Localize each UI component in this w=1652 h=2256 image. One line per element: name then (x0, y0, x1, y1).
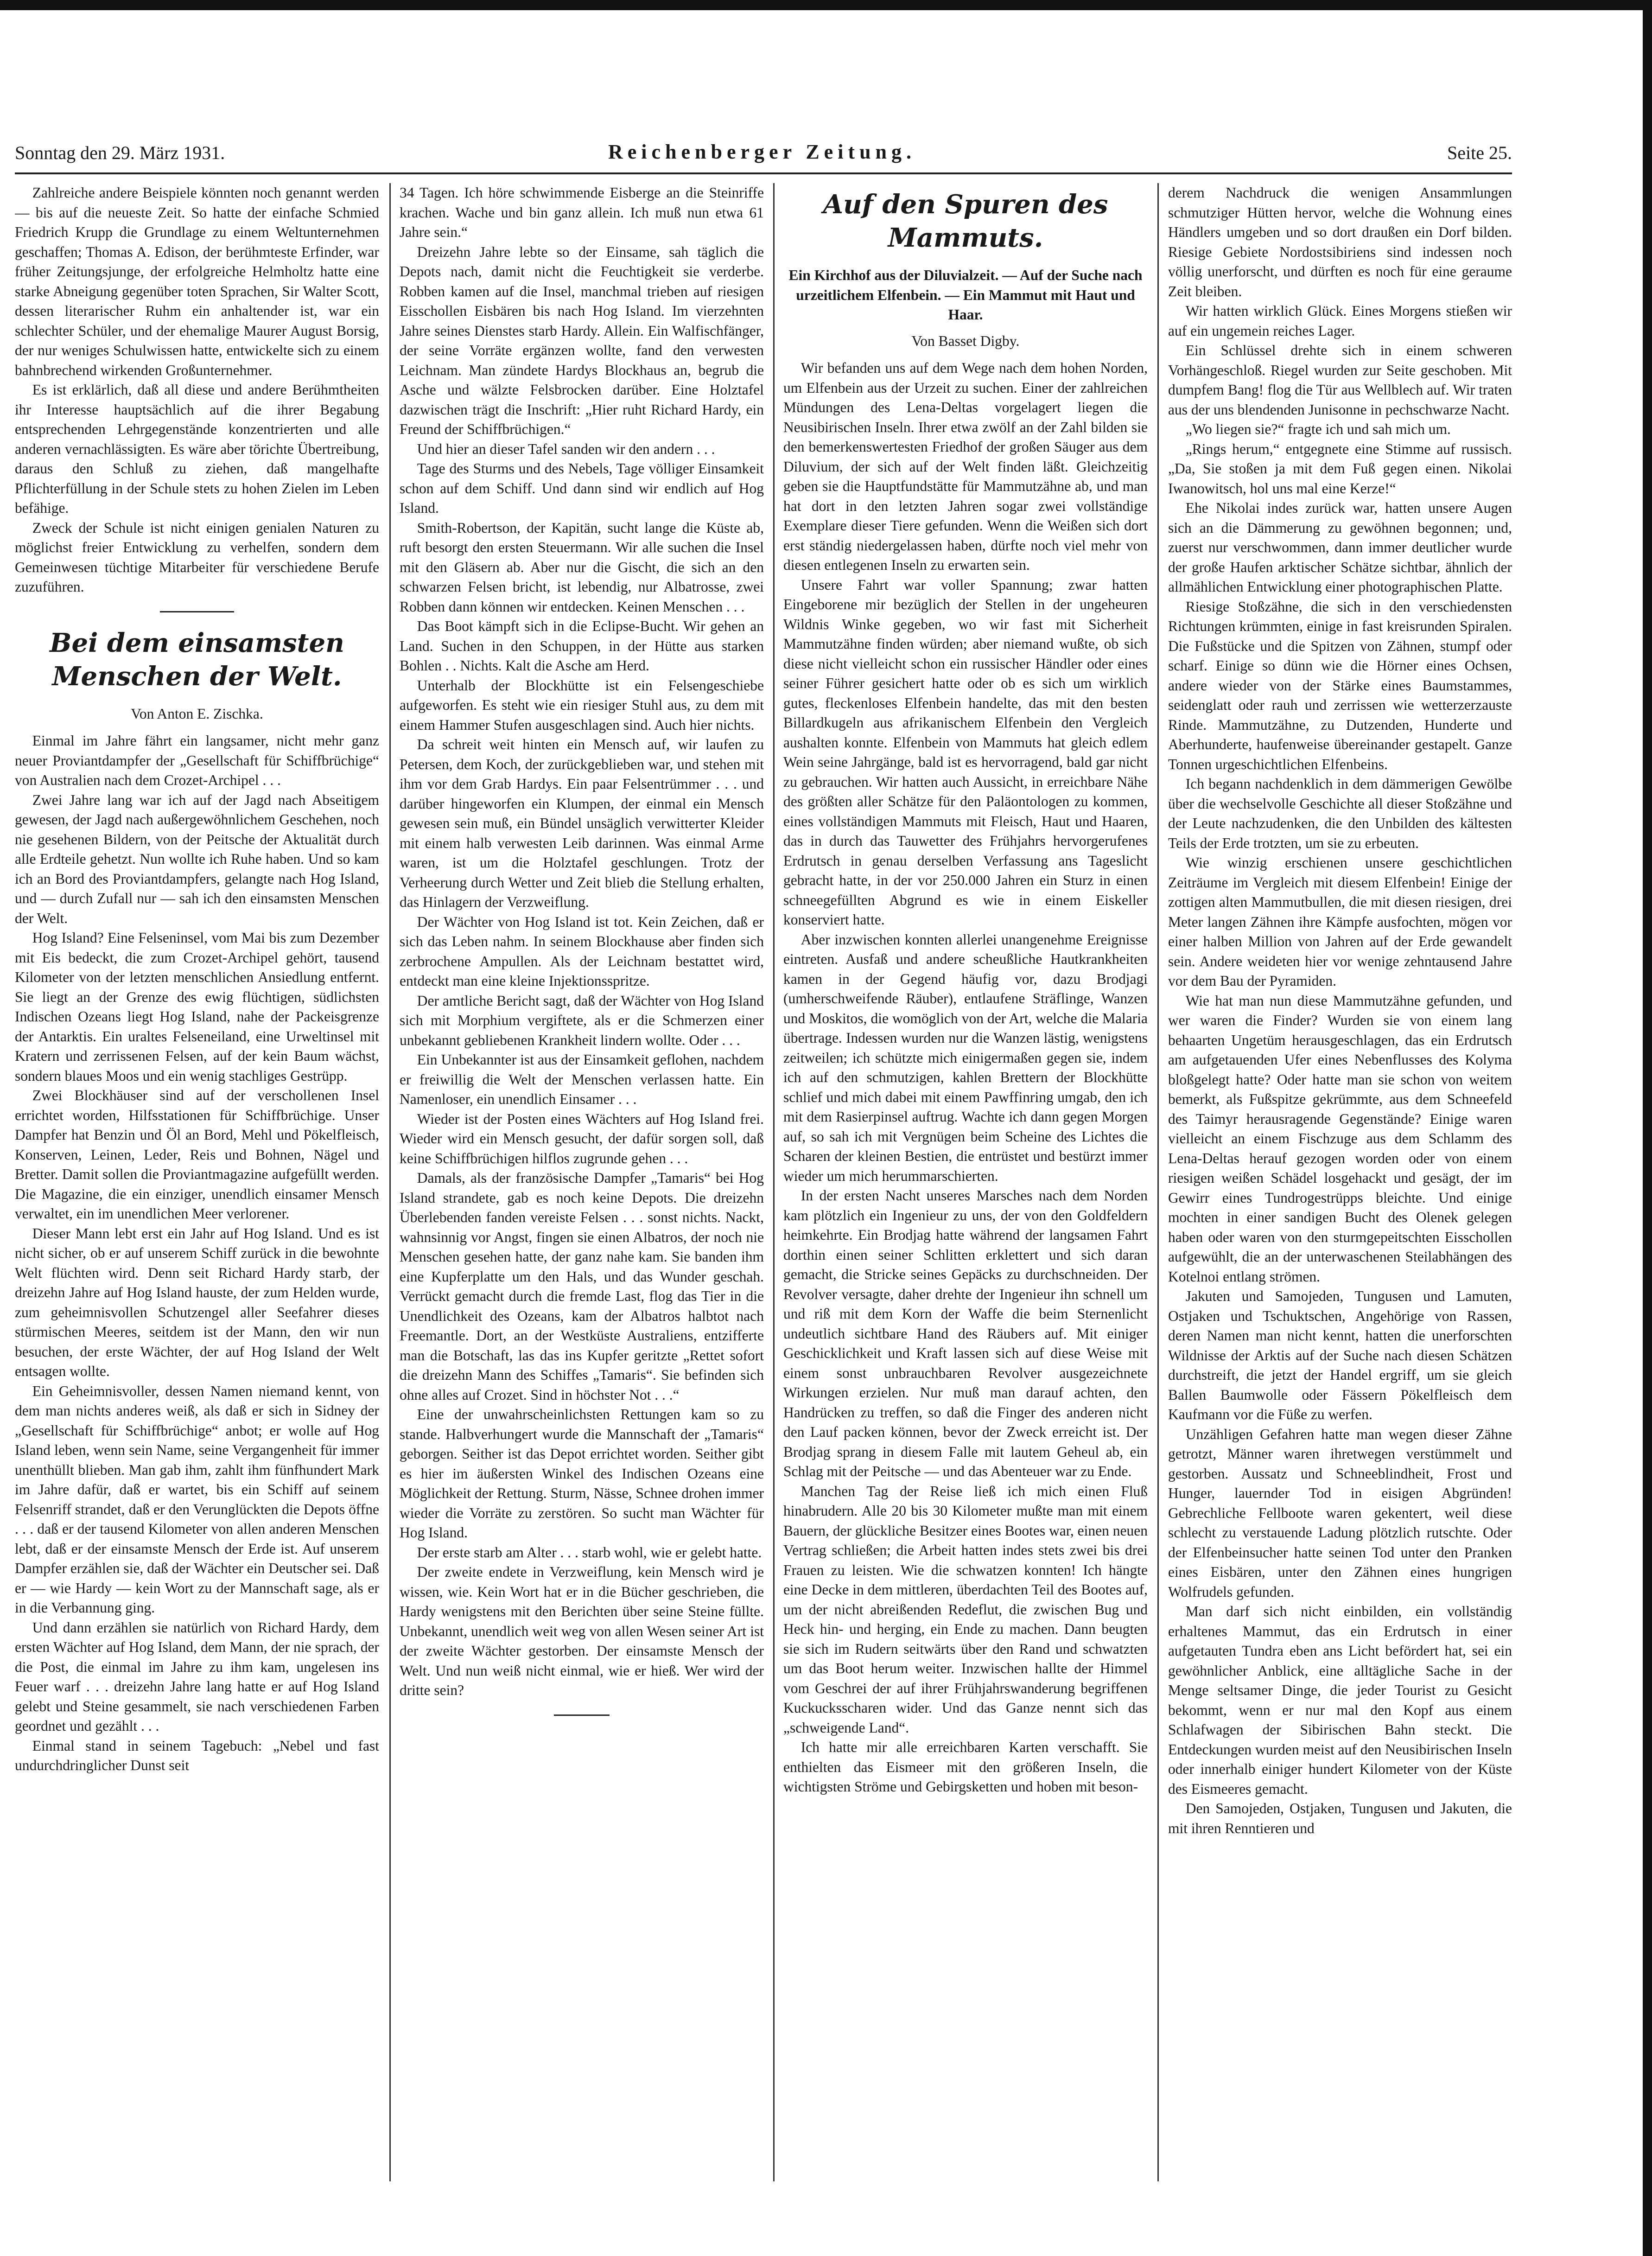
page-header (15, 139, 1512, 167)
paragraph: Dreizehn Jahre lebte so der Einsame, sah täglich die Depots nach, damit nicht die Feuchtigkeit sie verderbe. Robben kamen auf die Insel, manchmal trieben auf riesigen Eisschollen Eisbären bis nach Hog Island. Im vierzehnten Jahre seines Dienstes starb Hardy. Allein. Ein Walfischfänger, der seine Vorräte ergänzen wollte, fand den verwesten Leichnam. Man zündete Hardys Blockhaus an, begrub die Asche und wälzte Felsbrocken darüber. Eine Holztafel dazwischen trägt die Inschrift: „Hier ruht Richard Hardy, ein Freund der Schiffbrüchigen.“ (400, 243, 764, 437)
article-headline: Auf den Spuren des Mammuts. (823, 189, 1108, 253)
article-subheadline: Ein Kirchhof aus der Diluvialzeit. — Auf der Suche nach urzeitlichem Elfenbein. — Ein Mammut mit Haut und Haar. (788, 267, 1143, 323)
paragraph: Jakuten und Samojeden, Tungusen und Lamuten, Ostjaken und Tschuktschen, Angehörige von Rassen, deren Namen man nicht kennt, hatten die unerforschten Wildnisse der Arktis auf der Suche nach diesen Schätzen durchstreift, die jetzt der Handel ergriff, um sie gleich Ballen Baumwolle oder Fässern Pökelfleisch dem Kaufmann vor die Füße zu werfen. (1168, 1288, 1512, 1422)
paragraph: Der zweite endete in Verzweiflung, kein Mensch wird je wissen, wie. Kein Wort hat er in die Bücher geschrieben, die Hardy wenigstens mit den Berichten über seine Steine füllte. Unbekannt, unendlich weit weg von allen Wesen seiner Art ist der zweite Wächter gestorben. Der einsamste Mensch der Welt. Und nun weiß nicht einmal, wie er hieß. Wer wird der dritte sein? (400, 1564, 764, 1698)
paragraph: Ich hatte mir alle erreichbaren Karten verschafft. Sie enthielten das Eismeer mit den größeren Inseln, die wichtigsten Ströme und Gebirgsketten und hoben mit beson- (783, 1739, 1148, 1795)
paragraph: Eine der unwahrscheinlichsten Rettungen kam so zu stande. Halbverhungert wurde die Mannschaft der „Tamaris“ geborgen. Seither ist das Depot errichtet worden. Seither gibt es hier im äußersten Winkel des Indischen Ozeans eine Möglichkeit der Rettung. Sturm, Nässe, Schnee drohen immer wieder die Vorräte zu zerstören. So sucht man Wächter für Hog Island. (400, 1406, 764, 1541)
paragraph: Unzähligen Gefahren hatte man wegen dieser Zähne getrotzt, Männer waren ihretwegen verstümmelt und gestorben. Aussatz und Schneeblindheit, Frost und Hunger, lauernder Tod in eisigen Abgründen! Gebrechliche Fellboote waren gekentert, weil diese schlecht zu verstauende Ladung plötzlich rutschte. Oder der Elfenbeinsucher hatte seinen Tod unter den Pranken eines Eisbären, unter den Zähnen eines hungrigen Wolfrudels gefunden. (1168, 1426, 1512, 1600)
paragraph: Zwei Jahre lang war ich auf der Jagd nach Abseitigem gewesen, der Jagd nach außergewöhnlichem Geschehen, noch nie gesehenen Bildern, von der Peitsche der Aktualität durch alle Erdteile gehetzt. Nun wollte ich Ruhe haben. Und so kam ich an Bord des Proviantdampfers, gelangte nach Hog Island, und — durch Zufall nur — sah ich den einsamsten Menschen der Welt. (15, 791, 379, 926)
paragraph: Ein Unbekannter ist aus der Einsamkeit geflohen, nachdem er freiwillig die Welt der Menschen verlassen hatte. Ein Namenloser, ein unendlich Einsamer . . . (400, 1052, 764, 1107)
paragraph: Wieder ist der Posten eines Wächters auf Hog Island frei. Wieder wird ein Mensch gesucht, der dafür sorgen soll, daß keine Schiffbrüchigen hilflos zugrunde gehen . . . (400, 1110, 764, 1166)
paragraph: Damals, als der französische Dampfer „Tamaris“ bei Hog Island strandete, gab es noch keine Depots. Die dreizehn Überlebenden fanden vereiste Felsen . . . sonst nichts. Nackt, wahnsinnig vor Angst, fingen sie einen Albatros, der noch nie Menschen gesehen hatte, der ganz nahe kam. Sie banden ihm eine Kupferplatte um den Hals, und das Wunder geschah. Verrückt gemacht durch die fremde Last, flog das Tier in die Unendlichkeit des Ozeans, kam der Albatros halbtot nach Freemantle. Dort, an der Westküste Australiens, entzifferte man die Botschaft, las das ins Kupfer geritzte „Rettet sofort die dreizehn Mann des Schiffes „Tamaris“. Sie befinden sich ohne alles auf Crozet. Sind in höchster Not . . .“ (400, 1170, 764, 1403)
paragraph: Der Wächter von Hog Island ist tot. Kein Zeichen, daß er sich das Leben nahm. In seinem Blockhause aber finden sich zerbrochene Ampullen. Als der Leichnam bestattet wird, entdeckt man eine kleine Injektionsspritze. (400, 913, 764, 989)
paragraph: Es ist erklärlich, daß all diese und andere Berühmtheiten ihr Interesse hauptsächlich auf die ihrer Begabung entsprechenden Lehrgegenstände konzentrierten und alle anderen vernachlässigten. Es wäre aber törichte Übertreibung, daraus den Schluß zu ziehen, daß mangelhafte Pflichterfüllung in der Schule stets zu hohen Zielen im Leben befähige. (15, 382, 379, 516)
paragraph: Der amtliche Bericht sagt, daß der Wächter von Hog Island sich mit Morphium vergiftete, als er die Schmerzen einer unbekannt gebliebenen Krankheit lindern wollte. Oder . . . (400, 992, 764, 1048)
article-separator (160, 611, 234, 612)
column-rule (1157, 183, 1159, 2181)
paragraph: Riesige Stoßzähne, die sich in den verschiedensten Richtungen krümmten, einige in fast kreisrunden Spiralen. Die Fußstücke und die Spitzen von Zähnen, stumpf oder scharf. Einige so dünn wie die Hörner eines Ochsen, andere wieder von der Stärke eines Baumstammes, seidenglatt oder rauh und zerrissen wie wetterzerzauste Rinde. Mammutzähne, zu Dutzenden, Hunderte und Aberhunderte, haufenweise übereinander gestapelt. Ganze Tonnen urgeschichtlichen Elfenbeins. (1168, 598, 1512, 772)
paragraph: Unsere Fahrt war voller Spannung; zwar hatten Eingeborene mir bezüglich der Stellen in der ungeheuren Wildnis Winke gegeben, wo wir fast mit Sicherheit Mammutzähne finden würden; aber niemand wußte, ob sich diese nicht vielleicht schon ein russischer Händler oder eines seiner Führer gesichert hatte oder ob es sich um wirklich gutes, fleckenloses Elfenbein handelte, das mit den besten Billardkugeln aus afrikanischem Elfenbein den Vergleich aushalten konnte. Elfenbein von Mammuts hat gleich edlem Wein seine Jahrgänge, bald ist es hervorragend, bald gar nicht zu gebrauchen. Wir hatten auch Aussicht, in erreichbare Nähe des größten aller Schätze für den Paläontologen zu kommen, eines vollständigen Mammuts mit Fleisch, Haut und Haaren, das in durch das Tauwetter des Frühjahrs hervorgerufenes Erdrutsch in genau derselben Verfassung ans Tageslicht gebracht hatte, in der vor 250.000 Jahren ein Sturz in einen schneegefüllten Abgrund es wie in einem Eiskeller konserviert hatte. (783, 576, 1148, 928)
header-page-number: Seite 25. (1447, 142, 1512, 163)
column-1 (15, 183, 379, 2181)
paragraph: Einmal im Jahre fährt ein langsamer, nicht mehr ganz neuer Proviantdampfer der „Gesellschaft für Schiffbrüchige“ von Australien nach dem Crozet-Archipel . . . (15, 733, 379, 788)
scan-border-top (0, 0, 1652, 10)
paragraph: Ehe Nikolai indes zurück war, hatten unsere Augen sich an die Dämmerung zu gewöhnen begonnen; und, zuerst nur verschwommen, dann immer deutlicher wurde der große Haufen arktischer Schätze sichtbar, ähnlich der allmählichen Entwicklung einer photographischen Platte. (1168, 500, 1512, 595)
paragraph: „Wo liegen sie?“ fragte ich und sah mich um. (1185, 421, 1451, 437)
header-date: Sonntag den 29. März 1931. (15, 142, 225, 163)
paragraph: Der erste starb am Alter . . . starb wohl, wie er gelebt hatte. (417, 1544, 762, 1561)
article-end-rule (554, 1714, 610, 1716)
paragraph: Unterhalb der Blockhütte ist ein Felsengeschiebe aufgeworfen. Es steht wie ein riesiger Stuhl aus, zu dem mit einem Hammer Stufen ausgeschlagen sind. Auch hier nichts. (400, 677, 764, 733)
paragraph: Tage des Sturms und des Nebels, Tage völliger Einsamkeit schon auf dem Schiff. Und dann sind wir endlich auf Hog Island. (400, 460, 764, 516)
paragraph: Zahlreiche andere Beispiele könnten noch genannt werden — bis auf die neueste Zeit. So hatte der einfache Schmied Friedrich Krupp die Grundlage zu einem Weltunternehmen geschaffen; Thomas A. Edison, der berühmteste Erfinder, war früher Zeitungsjunge, der erfolgreiche Helmholtz hatte eine starke Abneigung gegenüber toten Sprachen, Sir Walter Scott, dessen literarischer Ruhm ein anhaltender ist, war ein schlechter Schüler, und der ehemalige Maurer August Borsig, der nur weniges Schulwissen hatte, entwickelte sich zu einem bahnbrechend wirkenden Großunternehmer. (15, 185, 379, 378)
column-rule (389, 183, 391, 2181)
paragraph: 34 Tagen. Ich höre schwimmende Eisberge an die Steinriffe krachen. Wache und bin ganz allein. Ich muß nun etwa 61 Jahre sein.“ (400, 185, 764, 240)
article-headline: Bei dem einsamsten Menschen der Welt. (50, 627, 344, 692)
paragraph: Wir befanden uns auf dem Wege nach dem hohen Norden, um Elfenbein aus der Urzeit zu suchen. Einer der zahlreichen Mündungen des Lena-Deltas vorgelagert liegen die Neusibirischen Inseln. Ihrer etwa zwölf an der Zahl bilden sie den bemerkenswertesten Friedhof der großen Säuger aus dem Diluvium, der sich auf der Welt finden läßt. Gleichzeitig geben sie die Hauptfundstätte für Mammutzähne ab, und man hat dort in den letzten Jahren sogar zwei vollständige Exemplare dieser Tiere gefunden. Wenn die Weißen sich dort erst ständig niedergelassen haben, dürfte noch viel mehr von diesen entlegenen Inseln zu erwarten sein. (783, 360, 1148, 573)
paragraph: Und dann erzählen sie natürlich von Richard Hardy, dem ersten Wächter auf Hog Island, dem Mann, der nie sprach, der die Post, die einmal im Jahre zu ihm kam, ungelesen ins Feuer warf . . . dreizehn Jahre lang hatte er auf Hog Island gelebt und Steine gesammelt, sie nach verschiedenen Farben geordnet und gezählt . . . (15, 1619, 379, 1734)
paragraph: Wie hat man nun diese Mammutzähne gefunden, und wer waren die Finder? Wurden sie von einem lang behaarten Ungetüm herausgeschlagen, das ein Erdrutsch am aufgetauenden Ufer eines Nebenflusses des Kolyma bloßgelegt hatte? Oder hatte man sie schon von weitem bemerkt, als Fußspitze gekrümmte, aus dem Schneefeld des Taimyr herausragende Gegenstände? Einige waren vielleicht an einem Fischzuge aus dem Schlamm des Lena-Deltas herauf gezogen worden oder von einem riesigen weißen Schädel losgehackt und gesägt, der im Gewirr eines Tundrogestrüpps bleichte. Und einige mochten in einer sandigen Bucht des Olenek gelegen haben oder waren von den sturmgepeitschten Eisschollen aufgewühlt, die an der unterwaschenen Steilabhängen des Kotelnoi entlang strömen. (1168, 992, 1512, 1285)
paragraph: Dieser Mann lebt erst ein Jahr auf Hog Island. Und es ist nicht sicher, ob er auf unserem Schiff zurück in die bewohnte Welt flüchten wird. Denn seit Richard Hardy starb, der dreizehn Jahre auf Hog Island hauste, der zum Helden wurde, zum geheimnisvollen Schutzengel aller Seefahrer dieses stürmischen Meeres, seitdem ist der Mann, den wir nun besuchen, der erste Wächter, der auf Hog Island der Welt entsagen wollte. (15, 1225, 379, 1379)
article-byline: Von Basset Digby. (911, 332, 1020, 349)
paragraph: Zweck der Schule ist nicht einigen genialen Naturen zu möglichst freier Entwicklung zu verhelfen, sondern dem Gemeinwesen tüchtige Mitarbeiter für verschiedene Berufe zuzuführen. (15, 519, 379, 595)
paragraph: Einmal stand in seinem Tagebuch: „Nebel und fast undurchdringlicher Dunst seit (15, 1737, 379, 1773)
column-3 (783, 183, 1148, 2181)
paragraph: Zwei Blockhäuser sind auf der verschollenen Insel errichtet worden, Hilfsstationen für Schiffbrüchige. Unser Dampfer hat Benzin und Öl an Bord, Mehl und Pökelfleisch, Konserven, Leinen, Leder, Reis und Bohnen, Nägel und Bretter. Damit sollen die Proviantmagazine aufgefüllt werden. Die Magazine, die ein einziger, unendlich einsamer Mensch verwaltet, ein im unendlichen Meer verlorener. (15, 1087, 379, 1222)
paragraph: Manchen Tag der Reise ließ ich mich einen Fluß hinabrudern. Alle 20 bis 30 Kilometer mußte man mit einem Bauern, der glückliche Besitzer eines Bootes war, einen neuen Vertrag schließen; die Arbeit hatten indes stets zwei bis drei Frauen zu leisten. Wie die schwatzen konnten! Ich hängte eine Decke in dem mittleren, überdachten Teil des Bootes auf, um der nicht abreißenden Redeflut, die zwischen Bug und Heck hin- und herging, ein Ende zu machen. Dann beugten sie sich im Rudern seitwärts über den Rand und schwatzten um das Boot herum weiter. Inzwischen hallte der Himmel vom Geschrei der auf ihrer Frühjahrswanderung begriffenen Kuckucksscharen wider. Und das Ganze nennt sich das „schweigende Land“. (783, 1483, 1148, 1736)
paragraph: Ein Geheimnisvoller, dessen Namen niemand kennt, von dem man nichts anderes weiß, als daß er sich in Sidney der „Gesellschaft für Schiffbrüchige“ anbot; er wolle auf Hog Island leben, wenn sein Name, seine Vergangenheit für immer unenthüllt blieben. Man gab ihm, zahlt ihm fünfhundert Mark im Jahre dafür, daß er wartet, bis ein Schiff auf seinem Felsenriff strandet, daß er den Verunglückten die Depots öffne . . . daß er der tausend Kilometer von allen anderen Menschen lebt, daß er der einsamste Mensch der Erde ist. Auf unserem Dampfer erzählen sie, daß der Wächter ein Deutscher sei. Daß er — wie Hardy — kein Wort zu der Mannschaft sage, als er in die Verbannung ging. (15, 1383, 379, 1616)
paragraph: Wir hatten wirklich Glück. Eines Morgens stießen wir auf ein ungemein reiches Lager. (1168, 303, 1512, 339)
paragraph: Ich begann nachdenklich in dem dämmerigen Gewölbe über die wechselvolle Geschichte all dieser Stoßzähne und der Leute nachzudenken, die den Unbilden des kältesten Teils der Erde trotzten, um sie zu erbeuten. (1168, 776, 1512, 851)
column-4 (1168, 183, 1512, 2181)
paragraph: Hog Island? Eine Felseninsel, vom Mai bis zum Dezember mit Eis bedeckt, die zum Crozet-Archipel gehört, tausend Kilometer von der letzten menschlichen Ansiedlung entfernt. Sie liegt an der Grenze des ewig flüchtigen, südlichsten Indischen Ozeans liegt Hog Island, nahe der Packeisgrenze der Antarktis. Ein uraltes Felseneiland, eine Urweltinsel mit Kratern und zerrissenen Felsen, auf der kein Baum wächst, sondern blaues Moos und ein wenig stachliges Gestrüpp. (15, 930, 379, 1084)
paragraph: Und hier an dieser Tafel sanden wir den andern . . . (417, 440, 715, 457)
paragraph: derem Nachdruck die wenigen Ansammlungen schmutziger Hütten hervor, welche die Wohnung eines Händlers umgeben und so dort draußen ein Dorf bilden. Riesige Gebiete Nordostsibiriens sind indessen noch völlig unerforscht, und dürften es noch für eine geraume Zeit bleiben. (1168, 185, 1512, 300)
article-byline: Von Anton E. Zischka. (131, 705, 263, 722)
paragraph: Ein Schlüssel drehte sich in einem schweren Vorhängeschloß. Riegel wurden zur Seite geschoben. Mit dumpfem Bang! flog die Tür aus Wellblech auf. Wir traten aus der uns blendenden Junisonne in pechschwarze Nacht. (1168, 342, 1512, 418)
paragraph: Das Boot kämpft sich in die Eclipse-Bucht. Wir gehen an Land. Suchen in den Schuppen, in der Hütte aus starken Bohlen . . Nichts. Kalt die Asche am Herd. (400, 618, 764, 674)
scan-border-right (1643, 0, 1652, 2256)
header-paper-title: Reichenberger Zeitung. (608, 140, 916, 163)
paragraph: „Rings herum,“ entgegnete eine Stimme auf russisch. „Da, Sie stoßen ja mit dem Fuß gegen einen. Nikolai Iwanowitsch, hol uns mal eine Kerze!“ (1168, 440, 1512, 497)
paragraph: Wie winzig erschienen unsere geschichtlichen Zeiträume im Vergleich mit diesem Elfenbein! Einige der zottigen alten Mammutbullen, die mit diesen riesigen, drei Meter langen Zähnen ihre Kämpfe ausfochten, mögen vor einer halben Million von Jahren auf der Erde gewandelt sein. Andere weideten hier vor wenige zehntausend Jahre vor dem Bau der Pyramiden. (1168, 854, 1512, 989)
column-2 (400, 183, 764, 2181)
paragraph: Aber inzwischen konnten allerlei unangenehme Ereignisse eintreten. Ausfaß und andere scheußliche Hautkrankheiten kamen in der Gegend häufig vor, dazu Brodjagi (umherschweifende Räuber), entlaufene Sträflinge, Wanzen und Moskitos, die womöglich von der Art, welche die Malaria übertrage. Indessen wurden nur die Wanzen lästig, wenigstens zeitweilen; ich schützte mich einigermaßen gegen sie, indem ich auf den schmutzigen, kahlen Brettern der Blockhütte schlief und mich dabei mit einem Pawffinring umgab, den ich mit dem Rasierpinsel auftrug. Wachte ich dann gegen Morgen auf, so sah ich mit Vergnügen beim Scheine des Lichtes die Scharen der kleinen Bestien, die entrüstet und bestürzt immer wieder um mich herummarschierten. (783, 931, 1148, 1184)
paragraph: Man darf sich nicht einbilden, ein vollständig erhaltenes Mammut, das ein Erdrutsch in einer aufgetauten Tundra eben ans Licht befördert hat, sei ein gewöhnlicher Anblick, eine alltägliche Sache in der Menge seltsamer Dinge, die jeder Tourist zu Gesicht bekommt, wenn er nur mal den Kopf aus einem Schlafwagen der Sibirischen Bahn steckt. Die Entdeckungen wurden meist auf den Neusibirischen Inseln oder innerhalb einiger hundert Kilometer von der Küste des Eismeeres gemacht. (1168, 1603, 1512, 1797)
column-rule (773, 183, 775, 2181)
paragraph: Da schreit weit hinten ein Mensch auf, wir laufen zu Petersen, dem Koch, der zurückgeblieben war, und stehen mit ihm vor dem Grab Hardys. Ein paar Felsentrümmer . . . und darüber hingeworfen ein Klumpen, der einmal ein Mensch gewesen sein muß, ein Bündel unsäglich verwitterter Kleider mit einem halb verwesten Leib darinnen. Was einmal Arme waren, ist um die Holztafel geschlungen. Trotz der Verheerung durch Wetter und Zeit blieb die Stellung erhalten, das Hinlagern der Verzweiflung. (400, 736, 764, 910)
paragraph: Smith-Robertson, der Kapitän, sucht lange die Küste ab, ruft besorgt den ersten Steuermann. Wir alle suchen die Insel mit den Gläsern ab. Aber nur die Gischt, die sich an den schwarzen Felsen bricht, ist lebendig, nur Albatrosse, zwei Robben dann können wir entdecken. Keinen Menschen . . . (400, 519, 764, 615)
header-rule (15, 172, 1512, 174)
paragraph: In der ersten Nacht unseres Marsches nach dem Norden kam plötzlich ein Ingenieur zu uns, der von den Goldfeldern heimkehrte. Ein Brodjag hatte während der langsamen Fahrt dorthin einen seiner Schlitten erklettert und sich daran gemacht, die Stricke seines Gepäcks zu durchschneiden. Der Revolver versagte, daher drehte der Ingenieur ihn schnell um und riß mit dem Korn der Waffe die beim Sternenlicht undeutlich sichtbare Hand des Räubers auf. Mit einiger Geschicklichkeit und Kraft lassen sich auf diese Weise mit einem sonst unbrauchbaren Revolver ausgezeichnete Wirkungen erzielen. Nur muß man darauf achten, den Handrücken zu treffen, so daß die Finger des anderen nicht den Lauf packen können, bevor der Zweck erreicht ist. Der Brodjag sprang in diesem Falle mit lautem Geheul ab, ein Schlag mit der Peitsche — und das Abenteuer war zu Ende. (783, 1187, 1148, 1479)
paragraph: Den Samojeden, Ostjaken, Tungusen und Jakuten, die mit ihren Renntieren und (1168, 1800, 1512, 1836)
